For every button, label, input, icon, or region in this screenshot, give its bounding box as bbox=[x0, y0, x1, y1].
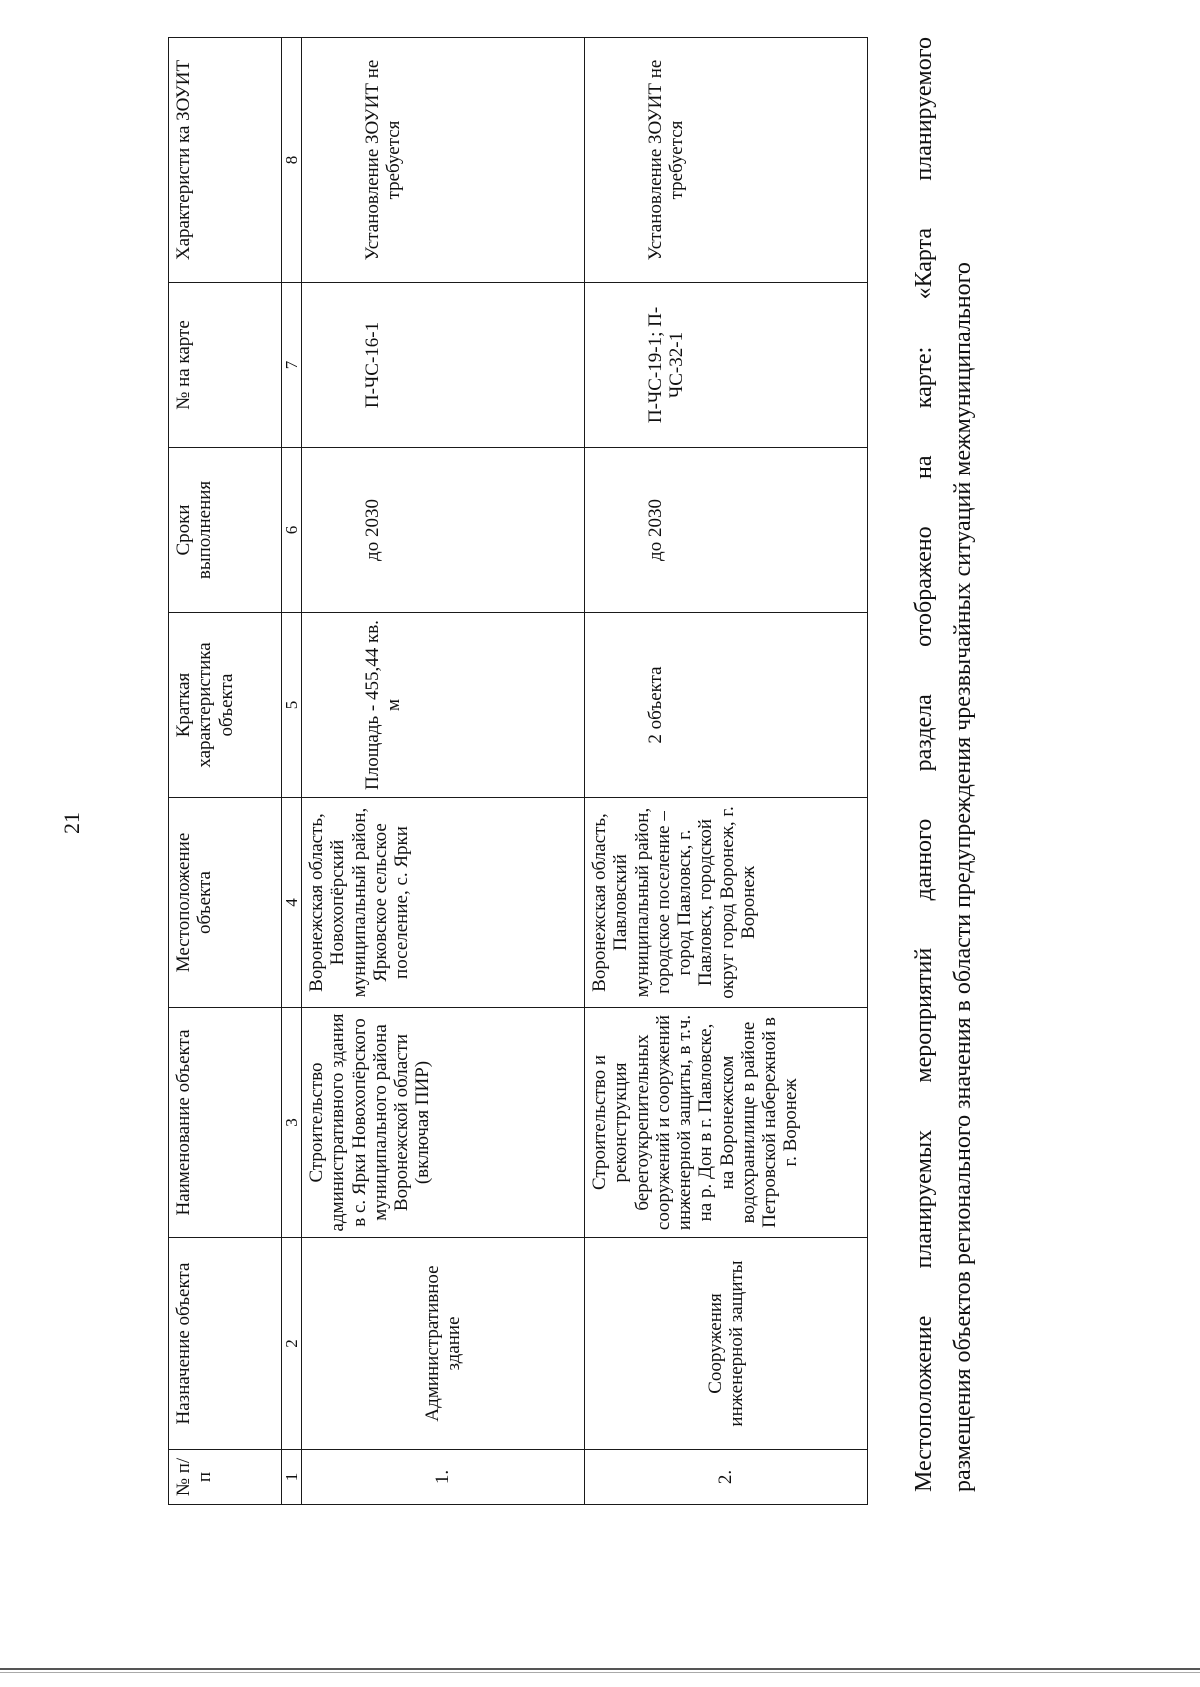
objects-table bbox=[168, 37, 868, 1505]
header-cell: Сроки выполнения bbox=[169, 448, 282, 613]
location-cell: Воронежская область, Павловский муниципальный район, городское поселение – город Павловск, г. Павловск, городской округ город Воронеж, г. Воронеж bbox=[585, 798, 868, 1008]
column-number-cell: 3 bbox=[282, 1008, 302, 1238]
row-number-cell: 1. bbox=[302, 1450, 585, 1505]
header-cell: № п/ п bbox=[169, 1450, 282, 1505]
column-number-cell: 6 bbox=[282, 448, 302, 613]
header-cell: Назначение объекта bbox=[169, 1238, 282, 1450]
page-number: 21 bbox=[59, 812, 84, 834]
scan-edge-line bbox=[0, 1668, 1200, 1670]
header-cell: Характеристи ка ЗОУИТ bbox=[169, 38, 282, 283]
column-number-cell: 5 bbox=[282, 613, 302, 798]
zouit-cell: Установление ЗОУИТ не требуется bbox=[302, 38, 585, 283]
column-number-cell: 8 bbox=[282, 38, 302, 283]
paragraph-line-2: размещения объектов регионального значения в области предупреждения чрезвычайных ситуаций межмуниципального bbox=[949, 262, 976, 1492]
zouit-cell: Установление ЗОУИТ не требуется bbox=[585, 38, 868, 283]
deadline-cell: до 2030 bbox=[302, 448, 585, 613]
header-cell: № на карте bbox=[169, 283, 282, 448]
column-number-cell: 1 bbox=[282, 1450, 302, 1505]
deadline-cell: до 2030 bbox=[585, 448, 868, 613]
row-number-cell: 2. bbox=[585, 1450, 868, 1505]
column-number-cell: 4 bbox=[282, 798, 302, 1008]
map-number-cell: П-ЧС-16-1 bbox=[302, 283, 585, 448]
location-cell: Воронежская область, Новохопёрский муниципальный район, Ярковское сельское поселение, с. Ярки bbox=[302, 798, 585, 1008]
characteristic-cell: Площадь - 455,44 кв. м bbox=[302, 613, 585, 798]
paragraph-line-1: Местоположение планируемых мероприятий данного раздела отображено на карте: «Карта планируемого bbox=[911, 37, 937, 1492]
purpose-cell: Сооружения инженерной защиты bbox=[585, 1238, 868, 1450]
table-row bbox=[302, 38, 585, 1505]
map-number-cell: П-ЧС-19-1; П-ЧС-32-1 bbox=[585, 283, 868, 448]
table-header-row bbox=[169, 38, 282, 1505]
body-paragraph bbox=[905, 37, 983, 1492]
header-cell: Краткая характеристика объекта bbox=[169, 613, 282, 798]
column-number-cell: 7 bbox=[282, 283, 302, 448]
column-number-row bbox=[282, 38, 302, 1505]
characteristic-cell: 2 объекта bbox=[585, 613, 868, 798]
scan-edge-line-2 bbox=[0, 1672, 1200, 1673]
purpose-cell: Административное здание bbox=[302, 1238, 585, 1450]
name-cell: Строительство и реконструкция берегоукрепительных сооружений и сооружений инженерной защиты, в т.ч. на р. Дон в г. Павловске, на Воронежском водохранилище в районе Петровской набережной в г. Воронеж bbox=[585, 1008, 868, 1238]
column-number-cell: 2 bbox=[282, 1238, 302, 1450]
name-cell: Строительство административного здания в с. Ярки Новохопёрского муниципального района Воронежской области (включая ПИР) bbox=[302, 1008, 585, 1238]
header-cell: Наименование объекта bbox=[169, 1008, 282, 1238]
header-cell: Местоположение объекта bbox=[169, 798, 282, 1008]
table-row bbox=[585, 38, 868, 1505]
